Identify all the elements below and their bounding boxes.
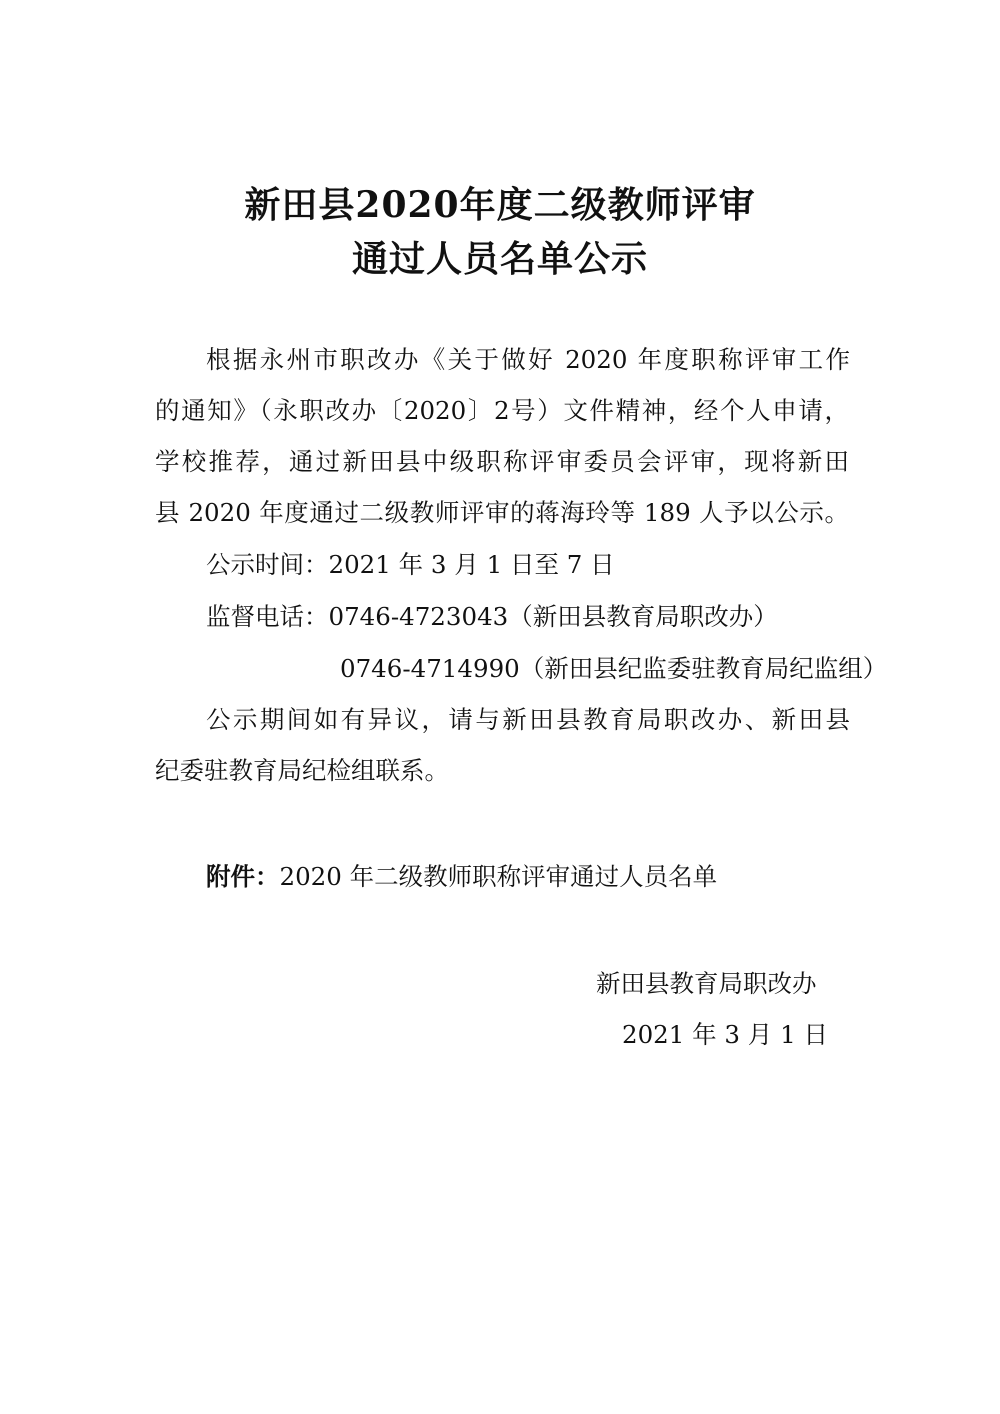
supervision-phone-1: 0746-4723043（新田县教育局职改办） <box>328 602 778 631</box>
publicity-time <box>206 549 615 581</box>
document-title-line-1: 新田县2020年度二级教师评审 <box>244 184 756 226</box>
supervision-phone-2: 0746-4714990（新田县纪监委驻教育局纪监组） <box>340 654 888 683</box>
paragraph-line-1: 根据永州市职改办《关于做好 2020 年度职称评审工作 <box>206 345 850 374</box>
supervision-phone-label: 监督电话： <box>206 602 329 631</box>
publicity-time-value: 2021 年 3 月 1 日至 7 日 <box>328 550 615 579</box>
paragraph-line-2: 的通知》（永职改办〔2020〕2号）文件精神，经个人申请， <box>155 396 849 425</box>
attachment <box>206 861 717 893</box>
attachment-label: 附件： <box>206 862 280 891</box>
issuer-name: 新田县教育局职改办 <box>596 969 817 998</box>
attachment-text: 2020 年二级教师职称评审通过人员名单 <box>279 862 718 891</box>
paragraph-line-3: 学校推荐，通过新田县中级职称评审委员会评审，现将新田 <box>155 447 849 476</box>
objection-line-1: 公示期间如有异议，请与新田县教育局职改办、新田县 <box>206 705 850 734</box>
paragraph-line-4: 县 2020 年度通过二级教师评审的蒋海玲等 189 人予以公示。 <box>155 498 849 527</box>
document-title-line-2: 通过人员名单公示 <box>351 238 648 280</box>
objection-line-2: 纪委驻教育局纪检组联系。 <box>155 756 449 785</box>
issue-date: 2021 年 3 月 1 日 <box>622 1020 828 1049</box>
supervision-phone <box>206 601 778 633</box>
publicity-time-label: 公示时间： <box>206 550 329 579</box>
